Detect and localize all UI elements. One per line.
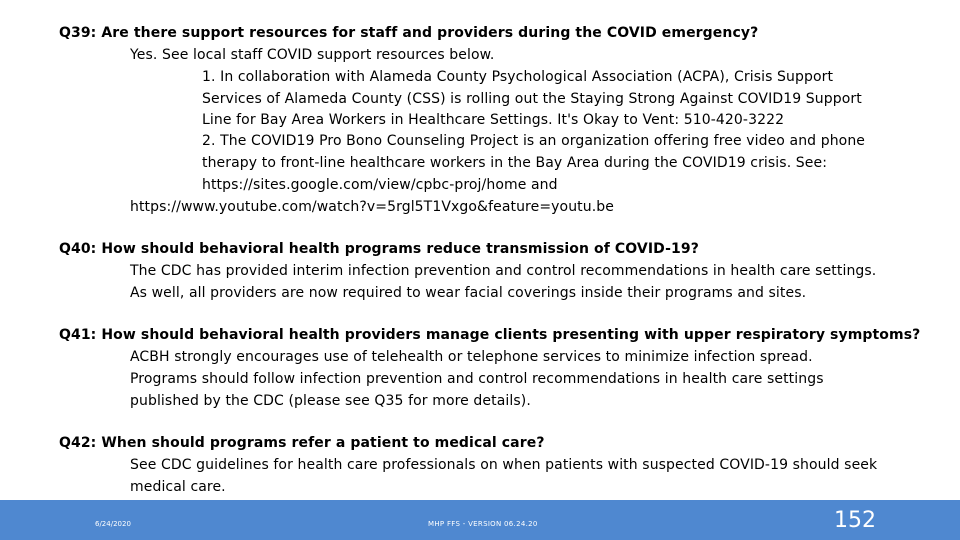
q39-question: Q39: Are there support resources for staff and providers during the COVID emergency?	[59, 25, 759, 41]
q40-answer-line2: As well, all providers are now required to wear facial coverings inside their programs and sites.	[130, 285, 807, 301]
q39-item2-link1[interactable]: https://sites.google.com/view/cpbc-proj/home and	[202, 177, 558, 193]
q40-answer-line1: The CDC has provided interim infection prevention and control recommendations in health care settings.	[130, 263, 877, 279]
q41-answer-line3: published by the CDC (please see Q35 for more details).	[130, 393, 531, 409]
q41-question: Q41: How should behavioral health providers manage clients presenting with upper respiratory symptoms?	[59, 327, 921, 343]
q40-question: Q40: How should behavioral health programs reduce transmission of COVID-19?	[59, 241, 699, 257]
q42-question: Q42: When should programs refer a patient to medical care?	[59, 435, 545, 451]
q42-answer-line1: See CDC guidelines for health care professionals on when patients with suspected COVID-19 should seek	[130, 457, 878, 473]
footer-date: 6/24/2020	[95, 520, 131, 528]
q39-item1-line2: Services of Alameda County (CSS) is rolling out the Staying Strong Against COVID19 Support	[202, 91, 862, 107]
page-number: 152	[834, 508, 876, 533]
q39-item1-line1: 1. In collaboration with Alameda County Psychological Association (ACPA), Crisis Support	[202, 69, 834, 85]
q39-item2-line1: 2. The COVID19 Pro Bono Counseling Project is an organization offering free video and phone	[202, 133, 866, 149]
q41-answer-line1: ACBH strongly encourages use of telehealth or telephone services to minimize infection spread.	[130, 349, 813, 365]
q39-item1-line3: Line for Bay Area Workers in Healthcare Settings. It's Okay to Vent: 510-420-3222	[202, 112, 785, 128]
q39-link2[interactable]: https://www.youtube.com/watch?v=5rgl5T1Vxgo&feature=youtu.be	[130, 199, 614, 215]
q39-item2-line2: therapy to front-line healthcare workers in the Bay Area during the COVID19 crisis. See:	[202, 155, 828, 171]
footer-bar	[0, 500, 960, 540]
footer-version: MHP FFS - VERSION 06.24.20	[428, 520, 538, 528]
q39-answer-intro: Yes. See local staff COVID support resources below.	[130, 47, 495, 63]
q42-answer-line2: medical care.	[130, 479, 226, 495]
q41-answer-line2: Programs should follow infection prevention and control recommendations in health care settings	[130, 371, 824, 387]
